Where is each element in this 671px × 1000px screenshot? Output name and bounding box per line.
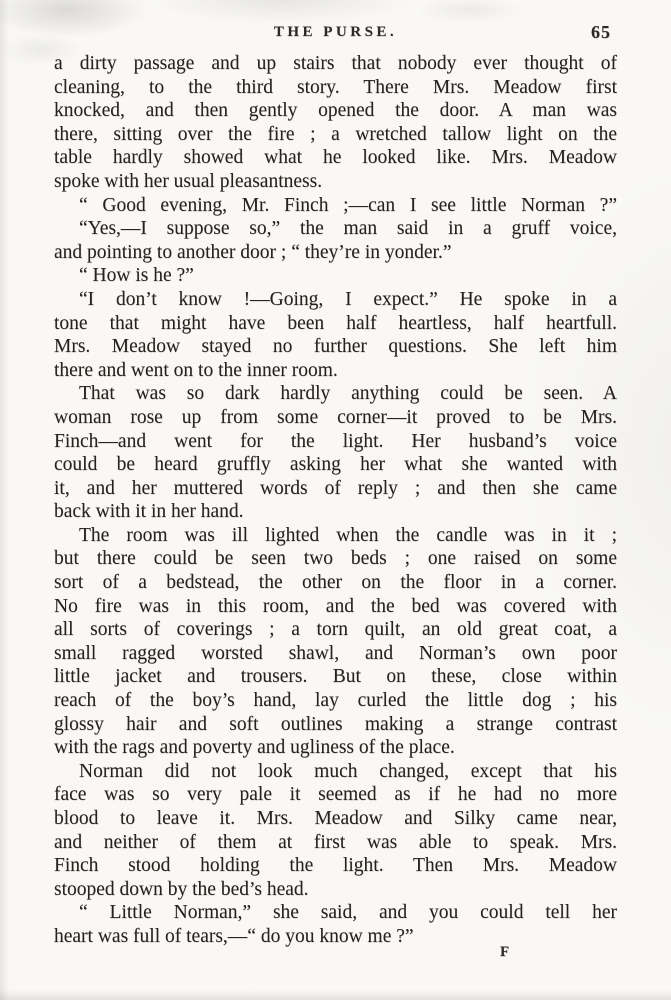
text-line: No fire was in this room, and the bed was covered with <box>54 595 617 617</box>
running-header <box>54 24 617 48</box>
signature-mark: F <box>500 944 511 960</box>
text-line: sort of a bedstead, the other on the floor in a corner. <box>54 572 617 594</box>
text-line: could be heard gruffly asking her what she wanted with <box>54 454 617 476</box>
text-line: woman rose up from some corner—it proved to be Mrs. <box>54 406 617 428</box>
text-block <box>54 52 617 949</box>
text-line: back with it in her hand. <box>54 501 244 523</box>
text-line: spoke with her usual pleasantness. <box>54 170 323 192</box>
text-line: “ Good evening, Mr. Finch ;—can I see little Norman ?” <box>79 194 617 216</box>
text-line: face was so very pale it seemed as if he had no more <box>54 784 617 806</box>
text-line: tone that might have been half heartless, half heartfull. <box>54 312 617 334</box>
text-line: Finch—and went for the light. Her husband’s voice <box>54 430 617 452</box>
text-line: a dirty passage and up stairs that nobody ever thought of <box>54 53 617 74</box>
text-line: The room was ill lighted when the candle was in it ; <box>79 524 617 546</box>
text-line: Finch stood holding the light. Then Mrs. Meadow <box>54 855 617 877</box>
text-line: little jacket and trousers. But on these, close within <box>54 666 617 688</box>
text-line: “Yes,—I suppose so,” the man said in a gruff voice, <box>79 218 617 240</box>
text-line: blood to leave it. Mrs. Meadow and Silky came near, <box>54 808 617 829</box>
text-line: “ How is he ?” <box>79 265 194 287</box>
text-line: knocked, and then gently opened the door. A man was <box>54 100 617 122</box>
page-title: THE PURSE. <box>273 24 398 40</box>
text-line: Mrs. Meadow stayed no further questions. She left him <box>54 336 617 358</box>
text-line: but there could be seen two beds ; one raised on some <box>54 548 617 570</box>
text-line: small ragged worsted shawl, and Norman’s own poor <box>54 642 617 664</box>
text-line: table hardly showed what he looked like. Mrs. Meadow <box>54 147 617 169</box>
text-line: and pointing to another door ; “ they’re in yonder.” <box>54 241 452 263</box>
text-line: there, sitting over the fire ; a wretched tallow light on the <box>54 123 617 145</box>
text-line: with the rags and poverty and ugliness of the place. <box>54 737 455 759</box>
text-line: cleaning, to the third story. There Mrs. Meadow first <box>54 76 617 98</box>
text-line: stooped down by the bed’s head. <box>54 878 309 900</box>
text-line: reach of the boy’s hand, lay curled the little dog ; his <box>54 690 617 712</box>
text-line: “ Little Norman,” she said, and you could tell her <box>79 902 617 924</box>
text-line: “I don’t know !—Going, I expect.” He spoke in a <box>79 288 617 310</box>
page-number: 65 <box>591 22 611 42</box>
text-line: there and went on to the inner room. <box>54 359 338 381</box>
text-line: That was so dark hardly anything could be seen. A <box>79 383 617 405</box>
text-line: Norman did not look much changed, except that his <box>79 760 617 782</box>
text-line: glossy hair and soft outlines making a strange contrast <box>54 713 617 735</box>
text-line: all sorts of coverings ; a torn quilt, an old great coat, a <box>54 619 617 641</box>
text-line: and neither of them at first was able to speak. Mrs. <box>54 831 617 853</box>
text-line: heart was full of tears,—“ do you know me ?” <box>54 925 414 947</box>
text-line: it, and her muttered words of reply ; and then she came <box>54 477 617 499</box>
